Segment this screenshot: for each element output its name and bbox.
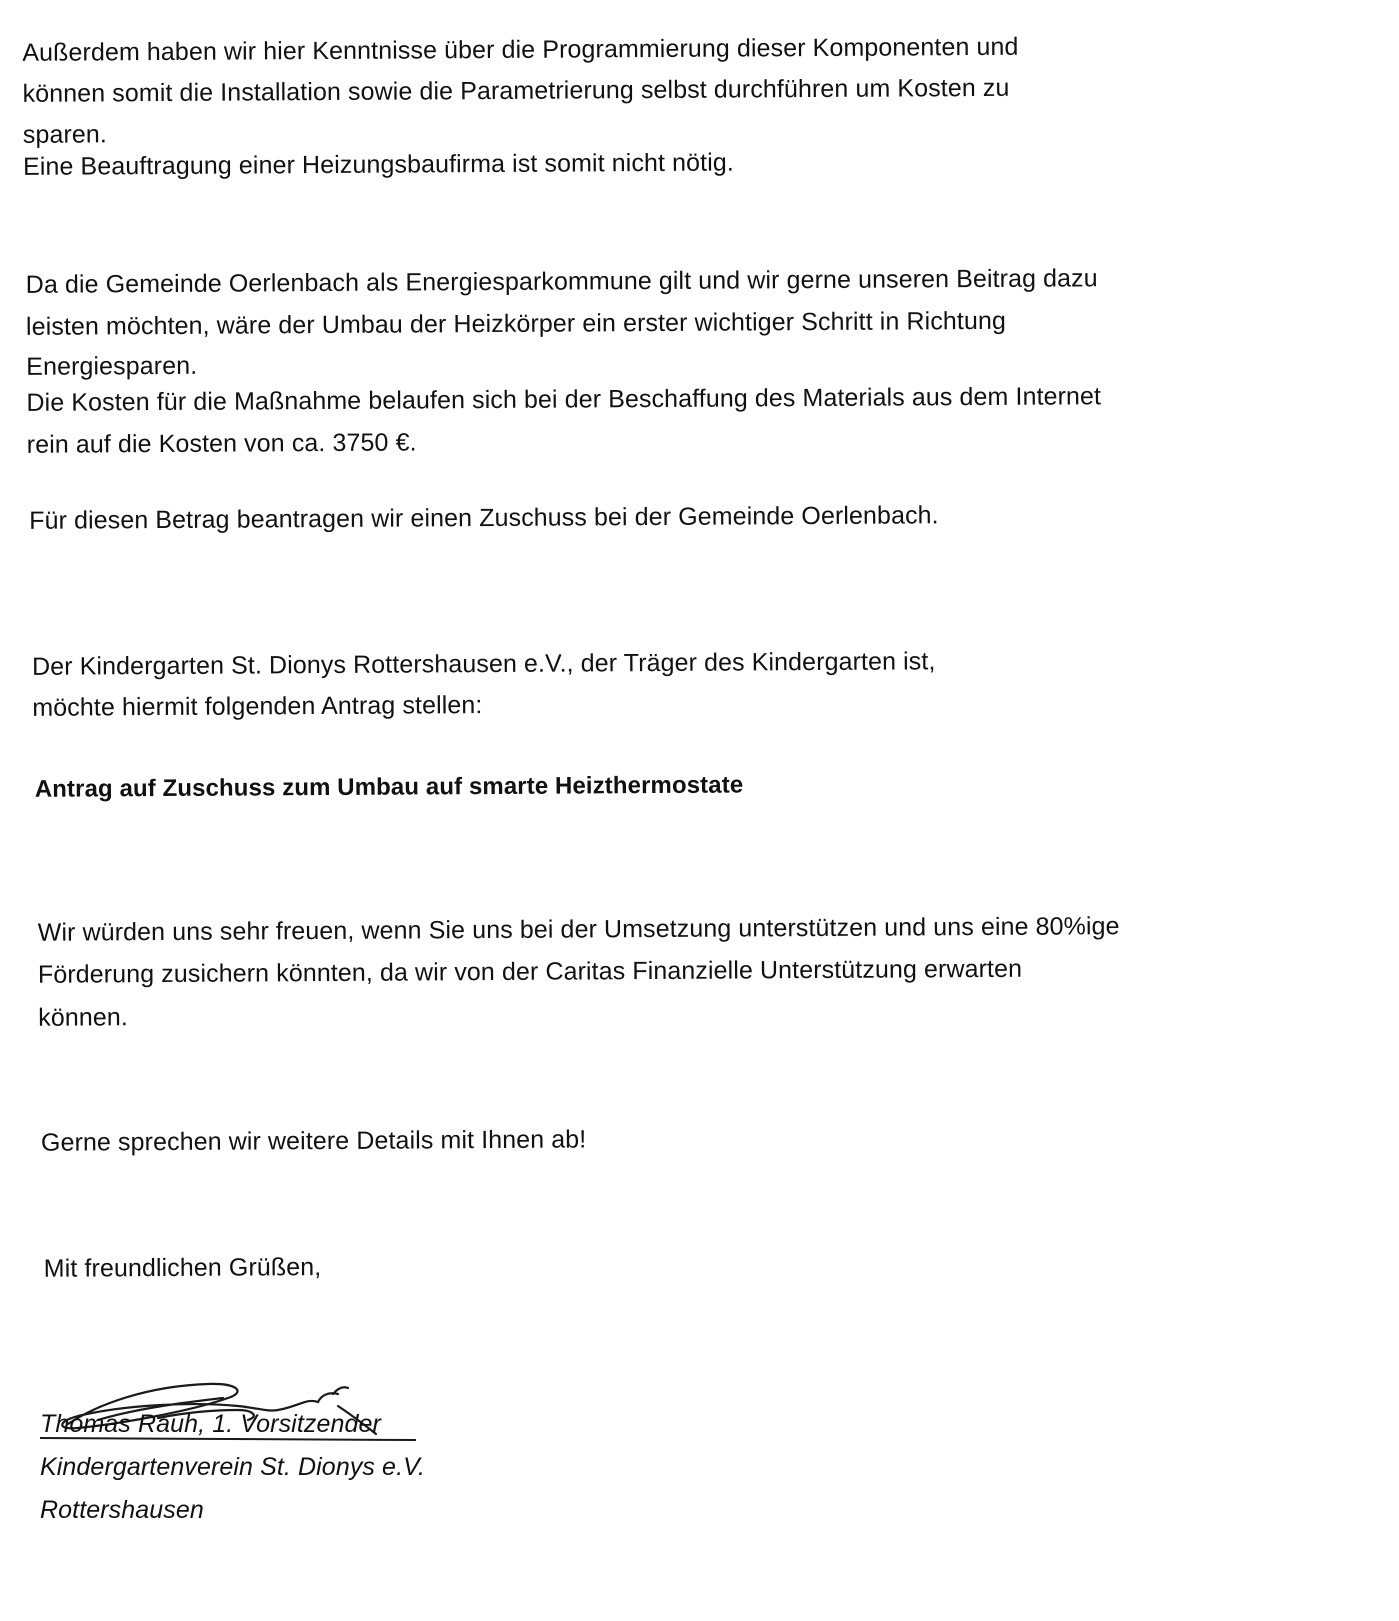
signature-name-role: Thomas Rauh, 1. Vorsitzender	[40, 1410, 381, 1438]
signature-organization: Kindergartenverein St. Dionys e.V.	[40, 1453, 426, 1481]
request-title: Antrag auf Zuschuss zum Umbau auf smarte Heizthermostate	[34, 771, 744, 803]
paragraph-1-line-4: Eine Beauftragung einer Heizungsbaufirma ist somit nicht nötig.	[22, 148, 734, 181]
paragraph-3: Für diesen Betrag beantragen wir einen Zuschuss bei der Gemeinde Oerlenbach.	[29, 501, 939, 535]
paragraph-5-line-1: Wir würden uns sehr freuen, wenn Sie uns bei der Umsetzung unterstützen und uns eine 80%ige	[37, 912, 1120, 947]
paragraph-5-line-3: können.	[38, 1003, 128, 1032]
paragraph-1-line-1: Außerdem haben wir hier Kenntnisse über die Programmierung dieser Komponenten und	[22, 32, 1019, 67]
paragraph-4-line-2: möchte hiermit folgenden Antrag stellen:	[32, 691, 483, 722]
closing-greeting: Mit freundlichen Grüßen,	[43, 1253, 322, 1283]
paragraph-1-line-3: sparen.	[22, 120, 108, 149]
paragraph-2-line-3: Energiesparen.	[26, 351, 198, 381]
paragraph-2-line-1: Da die Gemeinde Oerlenbach als Energiesparkommune gilt und wir gerne unseren Beitrag dazu	[25, 264, 1098, 299]
paragraph-2-line-5: rein auf die Kosten von ca. 3750 €.	[26, 428, 417, 459]
signature-location: Rottershausen	[40, 1496, 204, 1524]
paragraph-2-line-2: leisten möchten, wäre der Umbau der Heizkörper ein erster wichtiger Schritt in Richtung	[25, 306, 1007, 341]
paragraph-5-line-2: Förderung zusichern könnten, da wir von der Caritas Finanzielle Unterstützung erwarten	[37, 954, 1023, 989]
paragraph-1-line-2: können somit die Installation sowie die Parametrierung selbst durchführen um Kosten zu	[22, 73, 1010, 108]
paragraph-6: Gerne sprechen wir weitere Details mit Ihnen ab!	[40, 1125, 587, 1157]
paragraph-4-line-1: Der Kindergarten St. Dionys Rottershausen e.V., der Träger des Kindergarten ist,	[31, 647, 936, 681]
paragraph-2-line-4: Die Kosten für die Maßnahme belaufen sich bei der Beschaffung des Materials aus dem Internet	[26, 382, 1102, 417]
